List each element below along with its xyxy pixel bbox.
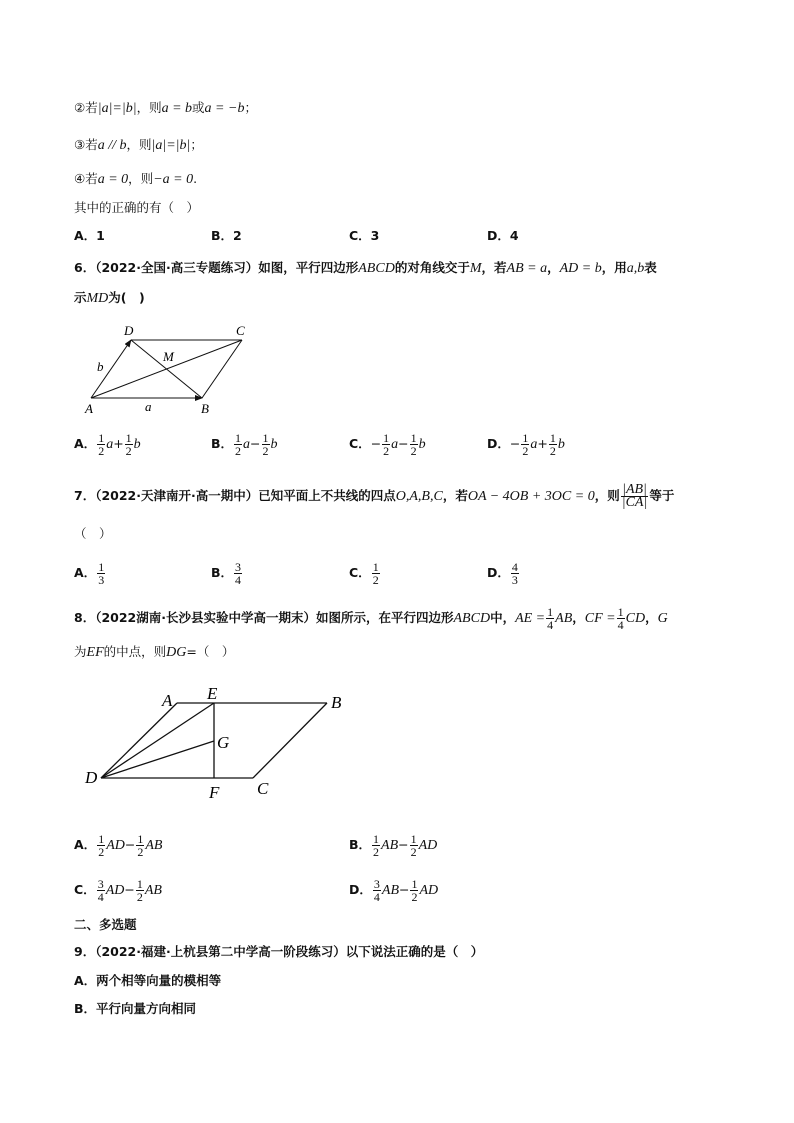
q5-option-c: C．3 <box>349 228 380 243</box>
fraction: $\frac{1}{2}$ <box>522 431 529 458</box>
q9-option-a: A．两个相等向量的模相等 <box>74 973 222 988</box>
q8-label-f: F <box>209 783 220 802</box>
q6-edge-bc <box>202 340 242 398</box>
q6-label-d: D <box>124 323 134 338</box>
fraction: $\frac{3}{4}$ <box>235 560 242 587</box>
fraction: $\frac{1}{2}$ <box>136 877 143 904</box>
section-title-multi-choice: 二、多选题 <box>74 917 137 932</box>
q9-stem: 9．（2022·福建·上杭县第二中学高一阶段练习）以下说法正确的是（ ） <box>74 944 484 959</box>
q6-option-d: D．− $\frac{1}{2}$ a+ $\frac{1}{2}$ b <box>487 431 565 458</box>
q6-option-b: B． $\frac{1}{2}$ a− $\frac{1}{2}$ b <box>211 431 278 458</box>
q7-option-b: B． $\frac{3}{4}$ <box>211 560 242 587</box>
q8-option-a: A． $\frac{1}{2}$ AD− $\frac{1}{2}$ AB <box>74 832 163 859</box>
fraction: $\frac{3}{4}$ <box>97 877 104 904</box>
fraction: $\frac{1}{3}$ <box>98 560 105 587</box>
q8-label-c: C <box>257 779 269 798</box>
q6-label-a-vector: a <box>145 399 152 414</box>
q7-option-a: A． $\frac{1}{3}$ <box>74 560 105 587</box>
q8-edge-da <box>101 703 177 778</box>
fraction: $\frac{1}{2}$ <box>372 560 379 587</box>
q6-label-b-point: B <box>201 401 209 416</box>
q5-item-2: ②若|a|=|b|，则a = b或a = −b； <box>74 100 257 116</box>
q5-option-d: D．4 <box>487 228 519 243</box>
fraction: $\frac{1}{2}$ <box>411 877 418 904</box>
q6-label-b: b <box>97 359 104 374</box>
fraction: $\frac{1}{2}$ <box>98 832 105 859</box>
fraction: $\frac{1}{2}$ <box>235 431 242 458</box>
q5-stem: 其中的正确的有（ ） <box>74 200 200 215</box>
q8-stem-line2: 为EF的中点，则DG=（ ） <box>74 644 235 660</box>
q6-option-a: A． $\frac{1}{2}$ a+ $\frac{1}{2}$ b <box>74 431 141 458</box>
fraction: $\frac{1}{2}$ <box>98 431 105 458</box>
q8-label-g: G <box>217 733 230 752</box>
q6-label-c: C <box>236 323 245 338</box>
q5-item-3: ③若a // b，则|a|=|b|； <box>74 137 203 153</box>
q6-stem-line1: 6．（2022·全国·高三专题练习）如图，平行四边形ABCD的对角线交于M，若AB = a，AD = b，用a,b表 <box>74 260 657 276</box>
fraction: $\frac{1}{4}$ <box>617 605 624 632</box>
q6-stem-line2: 示MD为( ) <box>74 290 145 306</box>
fraction: $\frac{1}{4}$ <box>547 605 554 632</box>
fraction: $\frac{1}{2}$ <box>137 832 144 859</box>
fraction: $\frac{1}{2}$ <box>410 431 417 458</box>
q8-label-d: D <box>85 768 98 787</box>
q8-label-e: E <box>207 684 218 703</box>
q8-segment-de <box>101 703 214 778</box>
q8-label-b: B <box>331 693 342 712</box>
q5-item-4: ④若a = 0，则−a = 0. <box>74 171 198 187</box>
q7-ratio: $\frac{|AB|}{|CA|}$ <box>621 482 648 510</box>
q8-option-d: D． $\frac{3}{4}$ AB− $\frac{1}{2}$ AD <box>349 877 439 904</box>
q8-edge-bc <box>253 703 327 778</box>
q5-option-b: B．2 <box>211 228 242 243</box>
q7-option-d: D． $\frac{4}{3}$ <box>487 560 518 587</box>
q7-option-c: C． $\frac{1}{2}$ <box>349 560 379 587</box>
fraction: $\frac{1}{2}$ <box>125 431 132 458</box>
q6-label-m: M <box>163 349 174 364</box>
q8-option-c: C． $\frac{3}{4}$ AD− $\frac{1}{2}$ AB <box>74 877 162 904</box>
q8-stem-line1: 8．（2022湖南·长沙县实验中学高一期末）如图所示，在平行四边形ABCD中，AE = $\frac{1}{4}$ AB，CF = $\frac{1}{4}$ CD，G <box>74 605 668 632</box>
q6-option-c: C．− $\frac{1}{2}$ a− $\frac{1}{2}$ b <box>349 431 426 458</box>
q8-label-a: A <box>162 691 173 710</box>
q6-label-a-point: A <box>85 401 93 416</box>
q7-stem-line1: 7．（2022·天津南开·高一期中）已知平面上不共线的四点O,A,B,C，若OA − 4OB + 3OC = 0，则 $\frac{|AB|}{|CA|}$ 等于 <box>74 482 675 510</box>
fraction: $\frac{1}{2}$ <box>373 832 380 859</box>
q7-stem-line2: （ ） <box>74 526 112 541</box>
fraction: $\frac{1}{2}$ <box>383 431 390 458</box>
fraction: $\frac{1}{2}$ <box>262 431 269 458</box>
q8-segment-dg <box>101 741 214 778</box>
q8-option-b: B． $\frac{1}{2}$ AB− $\frac{1}{2}$ AD <box>349 832 438 859</box>
fraction: $\frac{1}{2}$ <box>410 832 417 859</box>
q5-option-a: A．1 <box>74 228 105 243</box>
fraction: $\frac{1}{2}$ <box>549 431 556 458</box>
q9-option-b: B．平行向量方向相同 <box>74 1001 197 1016</box>
fraction: $\frac{4}{3}$ <box>511 560 518 587</box>
q6-parallelogram-figure <box>74 318 264 418</box>
fraction: $\frac{3}{4}$ <box>373 877 380 904</box>
q8-parallelogram-figure <box>80 684 360 804</box>
